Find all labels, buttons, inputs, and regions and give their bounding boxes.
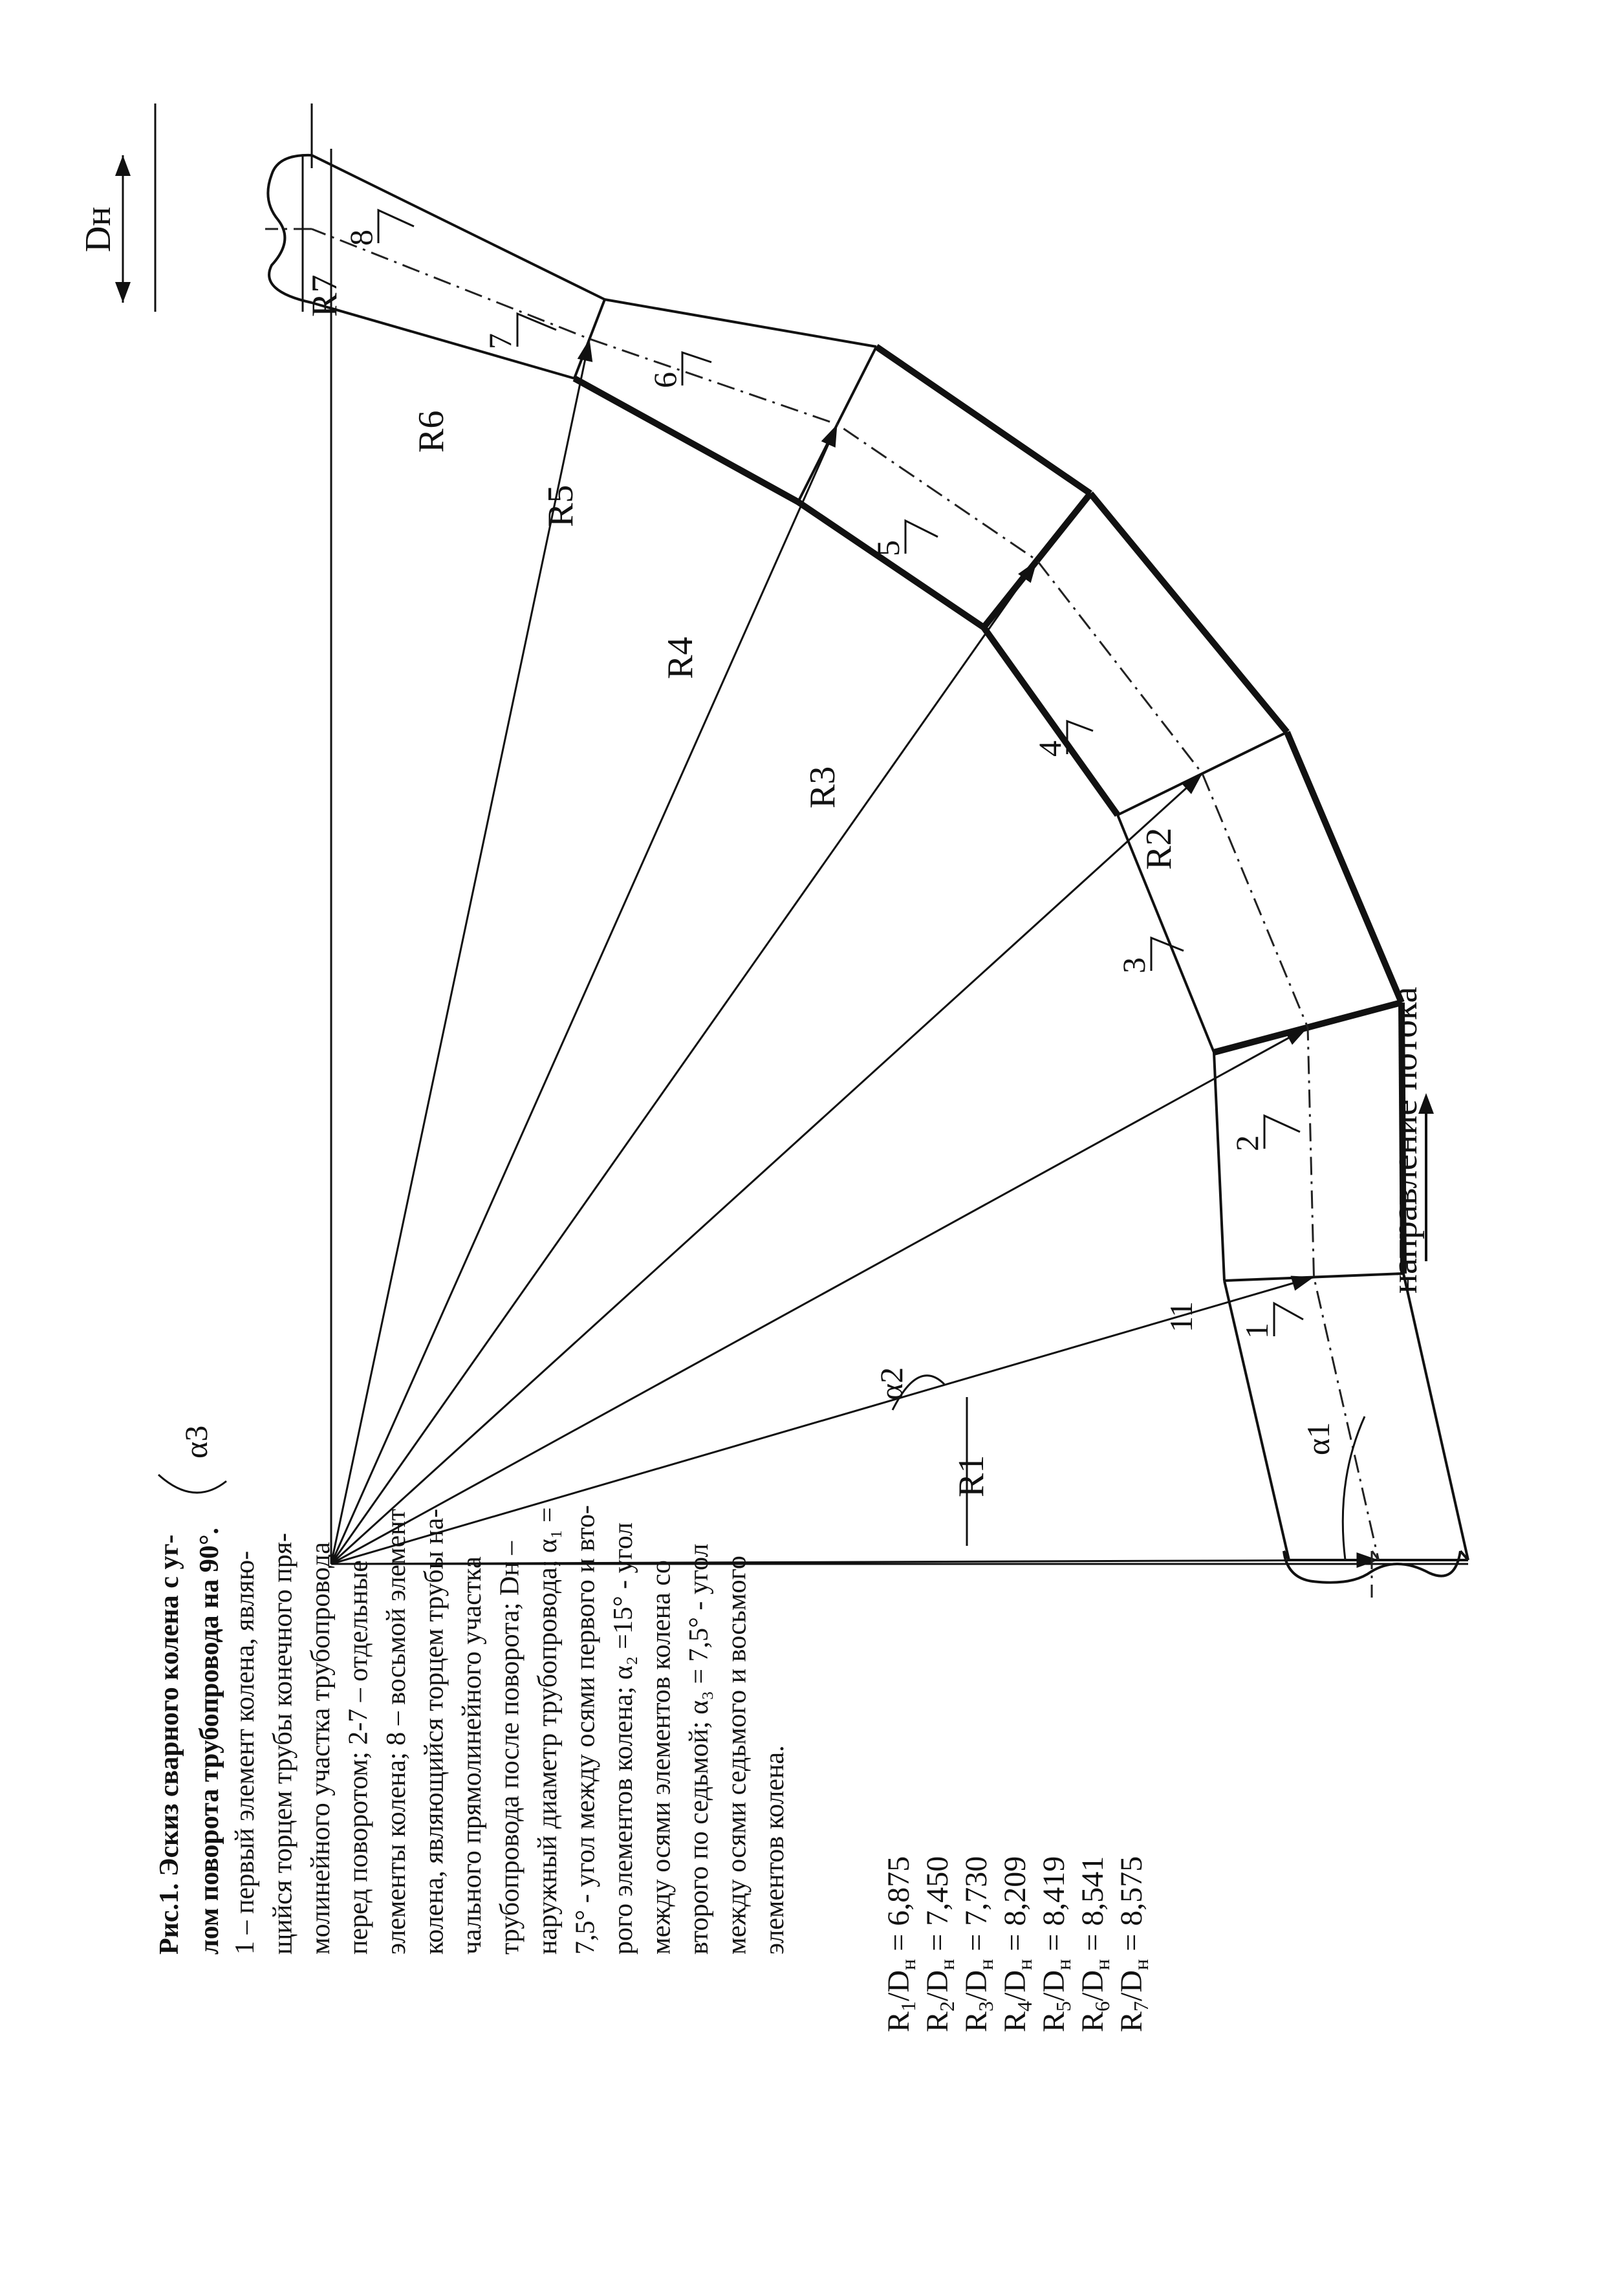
diameter-arrowhead bbox=[115, 282, 131, 303]
angle-arc bbox=[158, 1475, 226, 1493]
flow-direction bbox=[1385, 986, 1434, 1294]
radius-label: R2 bbox=[1139, 827, 1179, 870]
caption-body-line: трубопровода после поворота; Dн – bbox=[495, 1541, 525, 1955]
ratio-line: $R_4/D_н = 8,209$ bbox=[998, 1856, 1036, 2032]
element-leader bbox=[682, 353, 711, 385]
element-leader bbox=[1274, 1303, 1303, 1336]
segment-outer-edge bbox=[1402, 1003, 1403, 1274]
angle-label: α2 bbox=[873, 1367, 909, 1400]
segment-outer-edge bbox=[1090, 494, 1287, 732]
element-label: 7 bbox=[482, 333, 518, 349]
caption-block bbox=[155, 1505, 1153, 2032]
element-label: 2 bbox=[1229, 1135, 1265, 1151]
caption-body-line: рого элементов колена; α₂ =15° - угол bbox=[609, 1522, 638, 1955]
segment-outer-edge bbox=[1403, 1274, 1468, 1560]
segment-joint bbox=[1118, 732, 1287, 815]
ratio-line: $R_7/D_н = 8,575$ bbox=[1114, 1856, 1153, 2032]
caption-body-line: колена, являющийся торцем трубы на- bbox=[419, 1508, 449, 1955]
angle-label: α3 bbox=[178, 1425, 214, 1459]
element-label: 5 bbox=[870, 540, 906, 556]
caption-body-line: чального прямолинейного участка bbox=[457, 1556, 487, 1955]
angle-label: α1 bbox=[1300, 1422, 1336, 1455]
element-label: 6 bbox=[647, 372, 683, 388]
segment-outer-edge bbox=[1287, 732, 1402, 1003]
caption-body-line: элементы колена; 8 – восьмой элемент bbox=[382, 1508, 411, 1955]
radius-label: R7 bbox=[305, 274, 345, 317]
radius-label: R5 bbox=[541, 484, 581, 527]
radius-ray bbox=[331, 424, 838, 1564]
segment-joint bbox=[574, 299, 605, 378]
segment-outer-edge bbox=[605, 299, 876, 347]
diameter-arrowhead bbox=[115, 155, 131, 176]
radius-ray bbox=[331, 774, 1202, 1564]
segment-inner-edge bbox=[574, 378, 798, 502]
caption-body bbox=[230, 1505, 790, 1955]
figure-title-line-2: лом поворота трубопровода на 90°. bbox=[195, 1527, 224, 1955]
segment-outer-edge bbox=[312, 155, 605, 299]
segment-outer-edge bbox=[876, 347, 1090, 494]
caption-body-line: элементов колена. bbox=[760, 1745, 790, 1955]
caption-body-line: второго по седьмой; α₃ = 7,5° - угол bbox=[684, 1543, 714, 1955]
radius-label: R4 bbox=[660, 636, 700, 679]
page-number: 11 bbox=[1163, 1301, 1199, 1332]
radius-label: R3 bbox=[803, 766, 843, 808]
caption-body-line: между осями элементов колена со bbox=[646, 1560, 677, 1955]
ratio-list bbox=[882, 1856, 1153, 2032]
radius-ray bbox=[331, 1277, 1314, 1565]
radius-ray bbox=[331, 1028, 1308, 1565]
ratio-line: $R_2/D_н = 7,450$ bbox=[920, 1856, 958, 2032]
caption-body-line: перед поворотом; 2-7 – отдельные bbox=[343, 1560, 374, 1955]
ratio-line: $R_6/D_н = 8,541$ bbox=[1076, 1856, 1114, 2032]
bend-segments bbox=[268, 155, 1468, 1583]
caption-body-line: 7,5° - угол между осями первого и вто- bbox=[570, 1505, 601, 1955]
caption-body-line: между осями седьмого и восьмого bbox=[722, 1556, 752, 1955]
caption-body-line: щийся торцем трубы конечного пря- bbox=[268, 1532, 298, 1955]
ratio-line: $R_5/D_н = 8,419$ bbox=[1037, 1856, 1075, 2032]
caption-body-line: молинейного участка трубопровода bbox=[306, 1542, 336, 1955]
radius-label: R1 bbox=[951, 1455, 991, 1497]
element-label: 1 bbox=[1239, 1323, 1275, 1339]
element-label: 4 bbox=[1032, 741, 1068, 757]
element-label: 3 bbox=[1116, 957, 1152, 973]
element-leader bbox=[1264, 1116, 1300, 1149]
segment-inner-edge bbox=[984, 627, 1118, 815]
caption-body-line: наружный диаметр трубопровода; α₁ = bbox=[533, 1507, 563, 1955]
figure-title-line-1: Рис.1. Эскиз сварного колена с уг- bbox=[155, 1534, 184, 1955]
segment-inner-edge bbox=[1214, 1052, 1224, 1281]
ratio-line: $R_1/D_н = 6,875$ bbox=[882, 1856, 920, 2032]
segment-inner-edge bbox=[1224, 1281, 1289, 1560]
ratio-line: $R_3/D_н = 7,730$ bbox=[959, 1856, 997, 2032]
radius-label: R6 bbox=[411, 410, 451, 453]
diagram-labels bbox=[78, 103, 1365, 1560]
caption-body-line: 1 – первый элемент колена, являю- bbox=[230, 1550, 260, 1955]
flow-label: направление потока bbox=[1385, 986, 1425, 1294]
element-label: 8 bbox=[343, 230, 379, 246]
element-leader bbox=[905, 521, 938, 554]
segment-inner-edge bbox=[798, 502, 984, 627]
diameter-label: Dн bbox=[78, 206, 118, 252]
segment-inner-edge bbox=[312, 303, 574, 378]
element-leader bbox=[378, 210, 414, 243]
